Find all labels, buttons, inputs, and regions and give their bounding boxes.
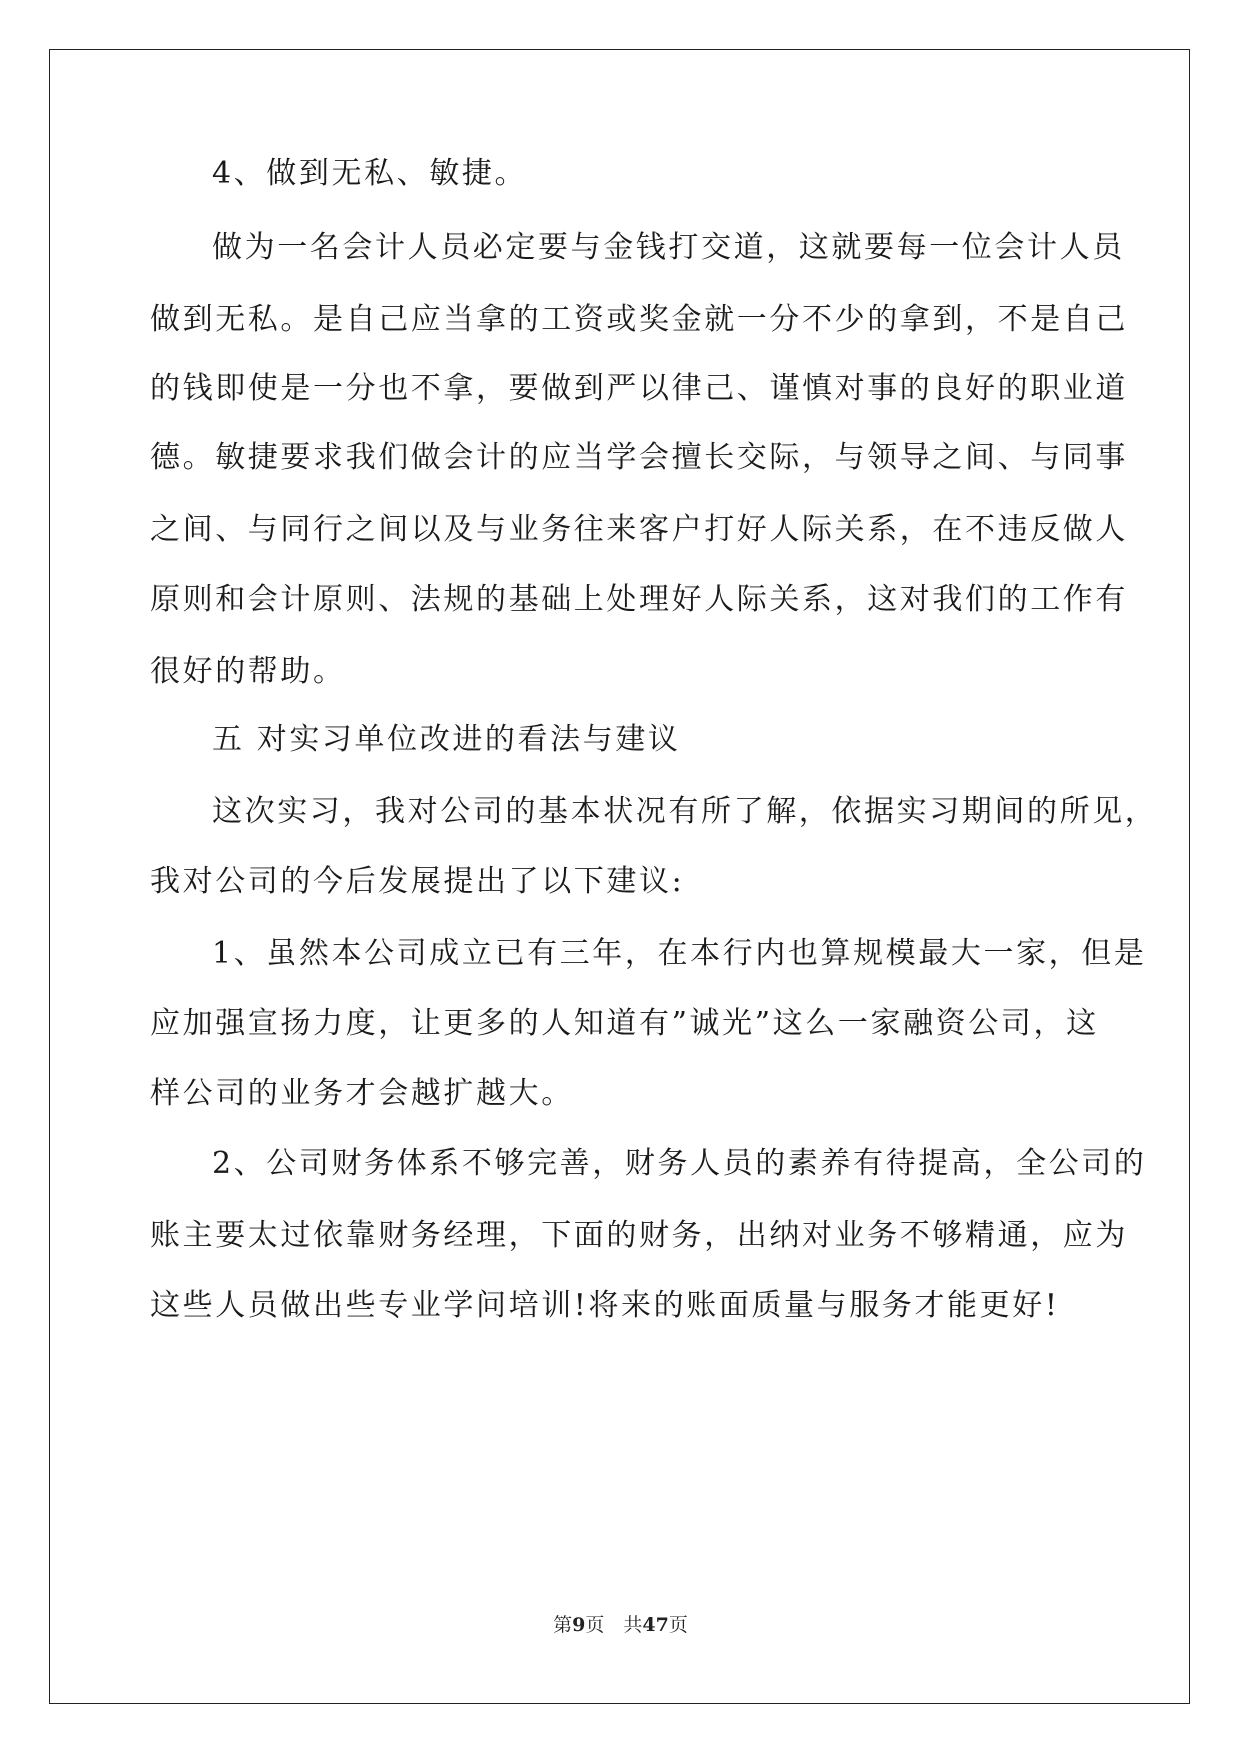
text-line: 很好的帮助。 — [150, 654, 346, 689]
footer-total-pages: 47 — [642, 1614, 669, 1636]
text-line: 德。敏捷要求我们做会计的应当学会擅长交际，与领导之间、与同事 — [150, 440, 1128, 475]
text-line: 的钱即使是一分也不拿，要做到严以律己、谨慎对事的良好的职业道 — [150, 371, 1128, 406]
text-line: 做到无私。是自己应当拿的工资或奖金就一分不少的拿到，不是自己 — [150, 302, 1128, 337]
text-line: 账主要太过依靠财务经理，下面的财务，出纳对业务不够精通，应为 — [150, 1218, 1128, 1253]
text-line: 这次实习，我对公司的基本状况有所了解，依据实习期间的所见， — [212, 794, 1158, 829]
text-line: 1、虽然本公司成立已有三年，在本行内也算规模最大一家，但是 — [212, 936, 1147, 971]
paragraph-heading-4: 4、做到无私、敏捷。 — [212, 156, 528, 191]
page-footer — [0, 1613, 1241, 1637]
text-line: 这些人员做出些专业学问培训!将来的账面质量与服务才能更好! — [150, 1288, 1060, 1323]
footer-suffix: 页 — [668, 1614, 688, 1636]
footer-prefix: 第 — [553, 1614, 573, 1636]
text-line: 我对公司的今后发展提出了以下建议: — [150, 864, 685, 899]
text-line: 样公司的业务才会越扩越大。 — [150, 1076, 574, 1111]
text-line: 2、公司财务体系不够完善，财务人员的素养有待提高，全公司的 — [212, 1146, 1147, 1181]
footer-page-number: 9 — [572, 1614, 586, 1636]
text-line: 之间、与同行之间以及与业务往来客户打好人际关系，在不违反做人 — [150, 512, 1128, 547]
text-line: 做为一名会计人员必定要与金钱打交道，这就要每一位会计人员 — [212, 230, 1125, 265]
footer-middle: 页 共 — [585, 1614, 643, 1636]
text-line: 原则和会计原则、法规的基础上处理好人际关系，这对我们的工作有 — [150, 582, 1128, 617]
text-line: 应加强宣扬力度，让更多的人知道有”诚光”这么一家融资公司，这 — [150, 1006, 1099, 1041]
section-heading-5: 五 对实习单位改进的看法与建议 — [212, 722, 681, 757]
